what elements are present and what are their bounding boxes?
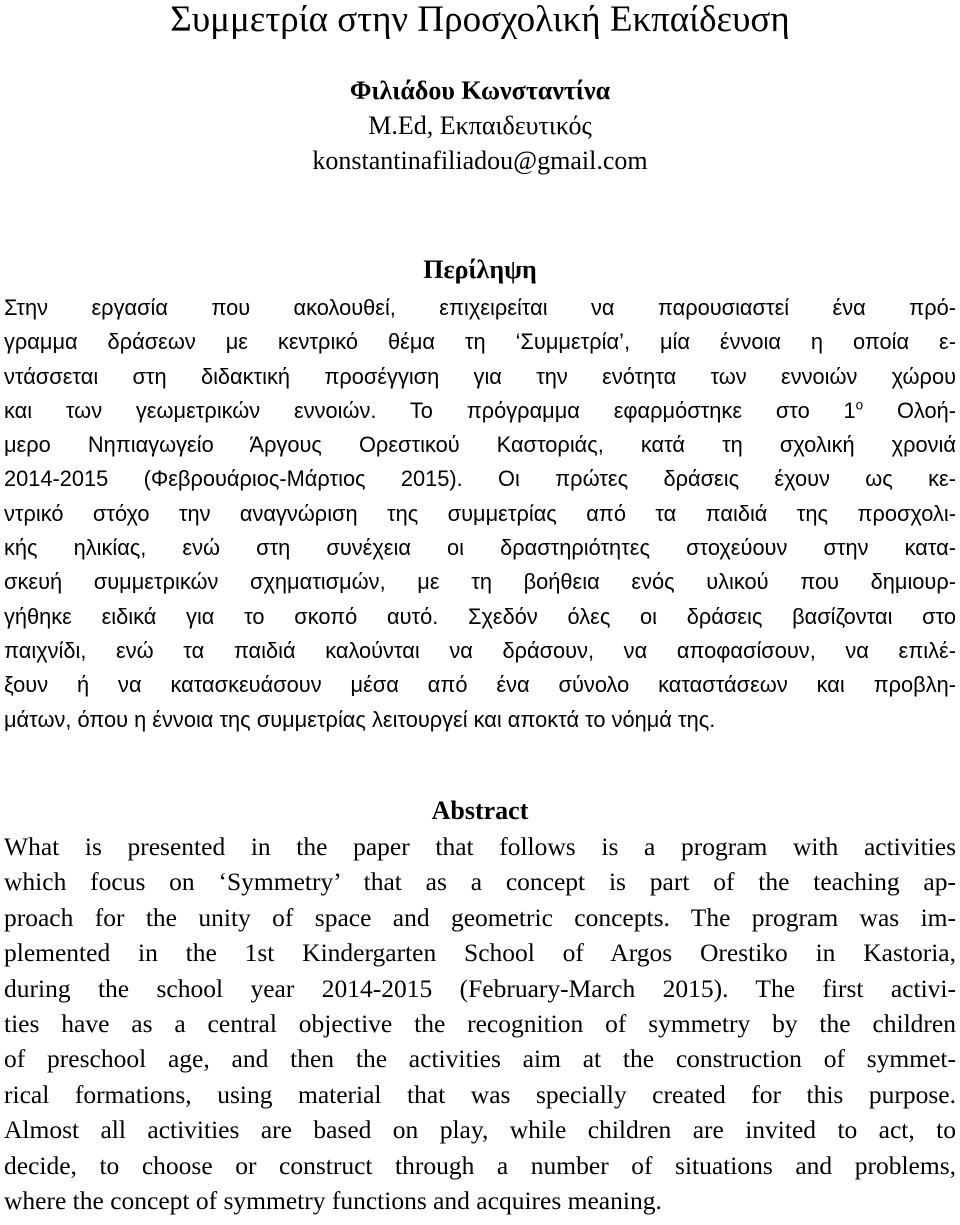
- greek-abstract-line: μερο Νηπιαγωγείο Άργους Ορεστικού Καστοριάς, κατά τη σχολική χρονιά: [4, 432, 956, 458]
- paper-title: Συμμετρία στην Προσχολική Εκπαίδευση: [170, 0, 790, 40]
- greek-abstract-body: [4, 291, 956, 737]
- english-abstract-line: where the concept of symmetry functions and acquires meaning.: [4, 1185, 662, 1215]
- english-abstract-line: decide, to choose or construct through a number of situations and problems,: [4, 1150, 956, 1180]
- greek-abstract-line-text: και των γεωμετρικών εννοιών. Το πρόγραμμα εφαρμόστηκε στο 1: [4, 397, 856, 423]
- english-abstract-line: during the school year 2014-2015 (February-March 2015). The first activi-: [4, 973, 956, 1003]
- english-abstract-line: proach for the unity of space and geometric concepts. The program was im-: [4, 902, 956, 932]
- greek-abstract-line: Στην εργασία που ακολουθεί, επιχειρείται να παρουσιαστεί ένα πρό-: [4, 295, 956, 320]
- greek-abstract-line: κής ηλικίας, ενώ στη συνέχεια οι δραστηριότητες στοχεύουν στην κατα-: [4, 535, 956, 561]
- english-abstract-line: Almost all activities are based on play, while children are invited to act, to: [4, 1115, 956, 1145]
- greek-abstract-line: ντρικό στόχο την αναγνώριση της συμμετρίας από τα παιδιά της προσχολι-: [4, 500, 956, 526]
- english-abstract-body: [4, 829, 956, 1218]
- greek-abstract-line: 2014-2015 (Φεβρουάριος-Μάρτιος 2015). Οι πρώτες δράσεις έχουν ως κε-: [4, 466, 956, 492]
- greek-abstract-line: γραμμα δράσεων με κεντρικό θέμα τη ‘Συμμετρία’, μία έννοια η οποία ε-: [4, 329, 956, 355]
- greek-abstract-heading: Περίληψη: [423, 255, 537, 284]
- greek-abstract-line: παιχνίδι, ενώ τα παιδιά καλούνται να δράσουν, να αποφασίσουν, να επιλέ-: [4, 637, 956, 663]
- author-credential: M.Ed, Εκπαιδευτικός: [368, 111, 592, 140]
- english-abstract-line: rical formations, using material that was specially created for this purpose.: [4, 1079, 956, 1109]
- english-abstract-line: which focus on ‘Symmetry’ that as a concept is part of the teaching ap-: [4, 867, 956, 897]
- greek-abstract-line: ντάσσεται στη διδακτική προσέγγιση για την ενότητα των εννοιών χώρου: [4, 363, 956, 389]
- ordinal-superscript: ο: [855, 397, 864, 413]
- author-name: Φιλιάδου Κωνσταντίνα: [349, 76, 611, 105]
- greek-abstract-line: ξουν ή να κατασκευάσουν μέσα από ένα σύνολο καταστάσεων και προβλη-: [4, 672, 956, 698]
- author-block: [0, 73, 960, 178]
- english-abstract-line: plemented in the 1st Kindergarten School of Argos Orestiko in Kastoria,: [4, 938, 956, 968]
- greek-abstract-line-with-ordinal: [4, 394, 956, 428]
- greek-abstract-line: γήθηκε ειδικά για το σκοπό αυτό. Σχεδόν όλες οι δράσεις βασίζονται στο: [4, 603, 956, 629]
- author-email: konstantinafiliadou@gmail.com: [312, 146, 648, 175]
- greek-abstract-line-text: Ολοή-: [863, 397, 956, 423]
- greek-abstract-line: μάτων, όπου η έννοια της συμμετρίας λειτουργεί και αποκτά το νόημά της.: [4, 706, 716, 732]
- english-abstract-line: of preschool age, and then the activities aim at the construction of symmet-: [4, 1044, 956, 1074]
- english-abstract-line: ties have as a central objective the recognition of symmetry by the children: [4, 1008, 956, 1038]
- greek-abstract-line: σκευή συμμετρικών σχηματισμών, με τη βοήθεια ενός υλικού που δημιουρ-: [4, 569, 956, 595]
- english-abstract-line: What is presented in the paper that follows is a program with activities: [4, 832, 956, 861]
- english-abstract-heading: Abstract: [431, 796, 529, 825]
